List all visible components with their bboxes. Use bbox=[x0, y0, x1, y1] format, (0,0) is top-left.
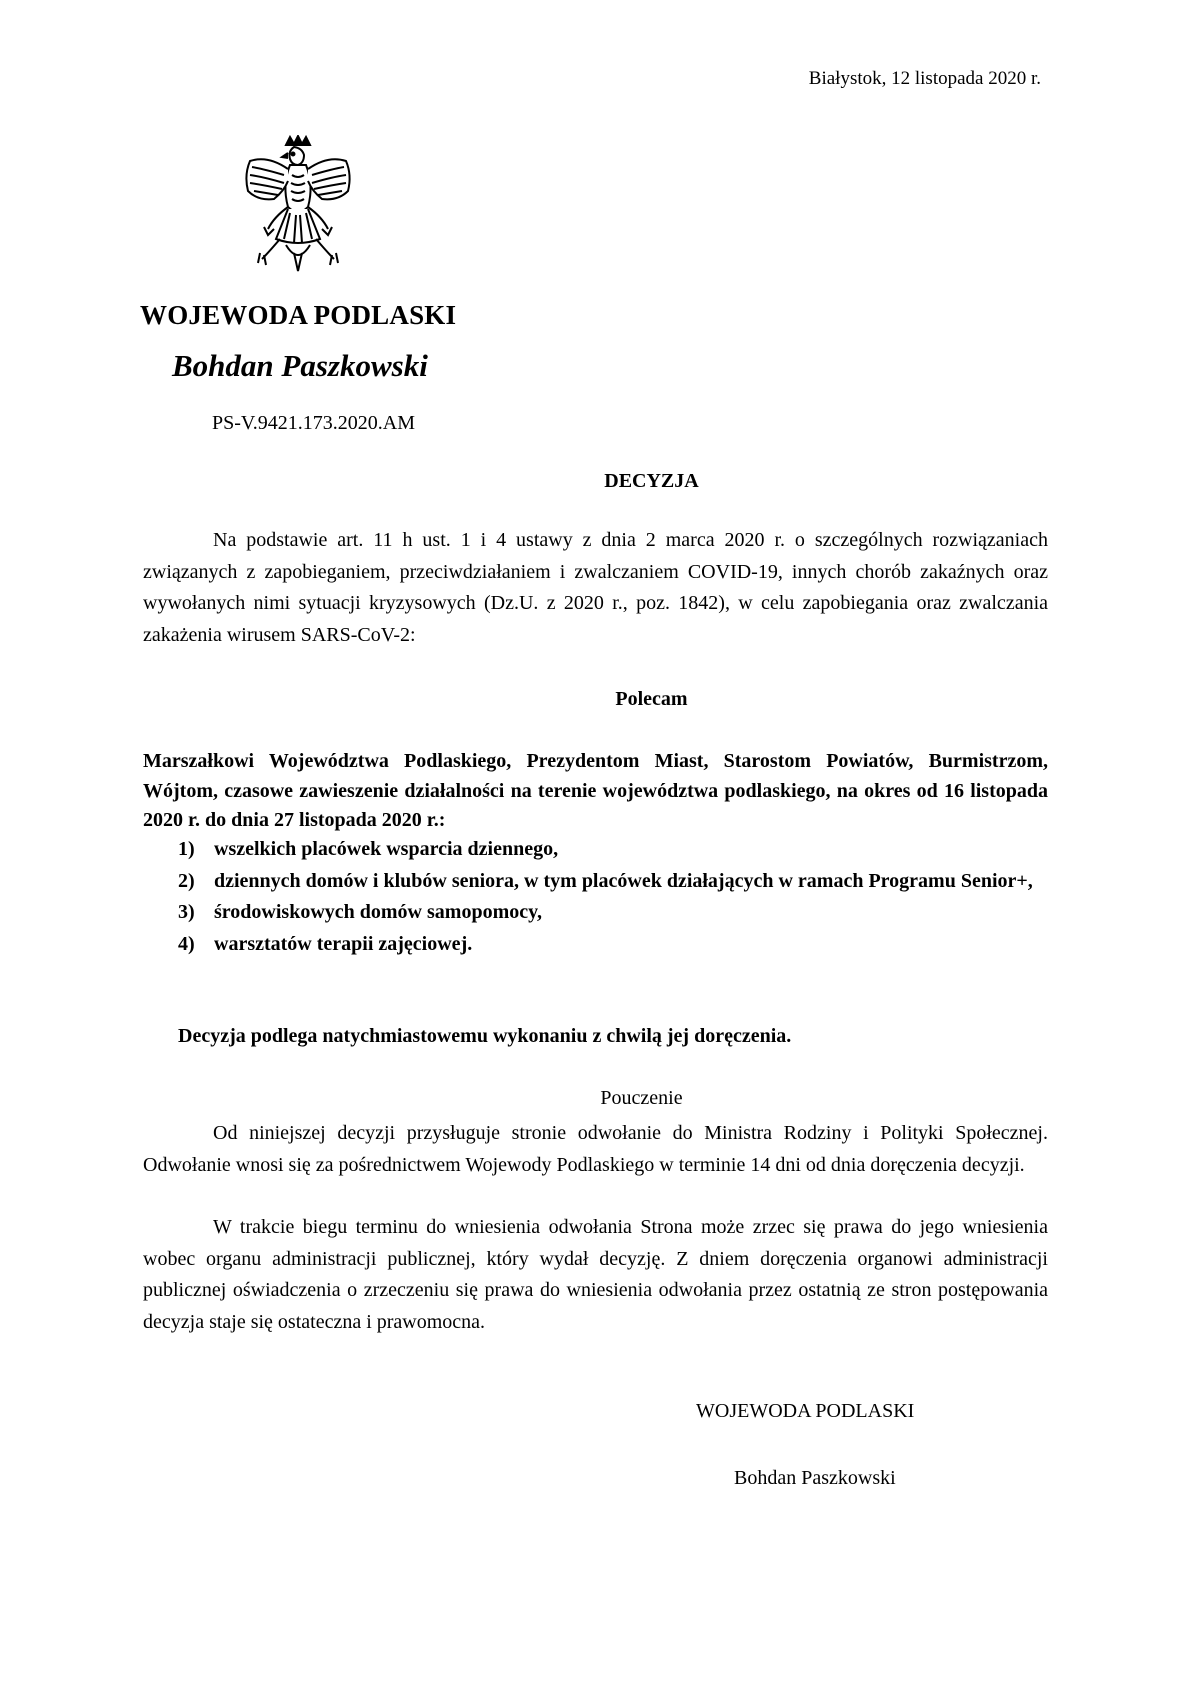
decision-title: DECYZJA bbox=[604, 470, 699, 492]
list-item-number: 4) bbox=[178, 932, 195, 955]
list-item-number: 1) bbox=[178, 838, 195, 860]
signature-authority: WOJEWODA PODLASKI bbox=[696, 1400, 915, 1422]
list-item-text: wszelkich placówek wsparcia dziennego, bbox=[214, 838, 559, 860]
official-name: Bohdan Paszkowski bbox=[172, 348, 428, 383]
list-item bbox=[178, 929, 1048, 961]
legal-basis-paragraph: Na podstawie art. 11 h ust. 1 i 4 ustawy z dnia 2 marca 2020 r. o szczególnych rozwiązaniach związanych z zapobieganiem, przeciwdziałaniem i zwalczaniem COVID-19, innych chorób zakaźnych oraz wywołanych nimi sytuacji kryzysowych (Dz.U. z 2020 r., poz. 1842), w celu zapobiegania oraz zwalczania zakażenia wirusem SARS-CoV-2: bbox=[143, 529, 1048, 646]
list-item bbox=[178, 834, 1048, 866]
list-item-text: warsztatów terapii zajęciowej. bbox=[214, 932, 473, 955]
instruction-paragraph-2: W trakcie biegu terminu do wniesienia odwołania Strona może zrzec się prawa do jego wniesienia wobec organu administracji publicznej, który wydał decyzję. Z dniem doręczenia organowi administracji publicznej oświadczenia o zrzeczeniu się prawa do wniesienia odwołania przez ostatnią ze stron postępowania decyzja staje się ostateczna i prawomocna. bbox=[143, 1216, 1048, 1333]
reference-number: PS-V.9421.173.2020.AM bbox=[212, 412, 415, 434]
list-item-text: dziennych domów i klubów seniora, w tym placówek działających w ramach Programu Senior+, bbox=[214, 869, 1033, 892]
list-item-number: 3) bbox=[178, 901, 195, 923]
instruction-paragraph-1: Od niniejszej decyzji przysługuje stronie odwołanie do Ministra Rodziny i Polityki Społecznej. Odwołanie wnosi się za pośrednictwem Wojewody Podlaskiego w terminie 14 dni od dnia doręczenia decyzji. bbox=[143, 1122, 1048, 1176]
list-item-text: środowiskowych domów samopomocy, bbox=[214, 901, 542, 923]
instruction-title: Pouczenie bbox=[600, 1087, 683, 1109]
list-item-number: 2) bbox=[178, 869, 195, 892]
issuing-authority: WOJEWODA PODLASKI bbox=[140, 300, 457, 330]
list-item bbox=[178, 866, 1048, 898]
enforcement-statement: Decyzja podlega natychmiastowemu wykonaniu z chwilą jej doręczenia. bbox=[178, 1025, 792, 1047]
document-date: Białystok, 12 listopada 2020 r. bbox=[808, 68, 1041, 89]
addressees-paragraph: Marszałkowi Województwa Podlaskiego, Prezydentom Miast, Starostom Powiatów, Burmistrzom, Wójtom, czasowe zawieszenie działalności na terenie województwa podlaskiego, na okres od 16 listopada 2020 r. do dnia 27 listopada 2020 r.: bbox=[143, 750, 1048, 831]
order-title: Polecam bbox=[615, 688, 688, 710]
signature-name: Bohdan Paszkowski bbox=[734, 1467, 896, 1489]
suspended-facilities-list bbox=[178, 834, 1048, 960]
polish-eagle-emblem-icon bbox=[238, 135, 358, 275]
list-item bbox=[178, 897, 1048, 929]
